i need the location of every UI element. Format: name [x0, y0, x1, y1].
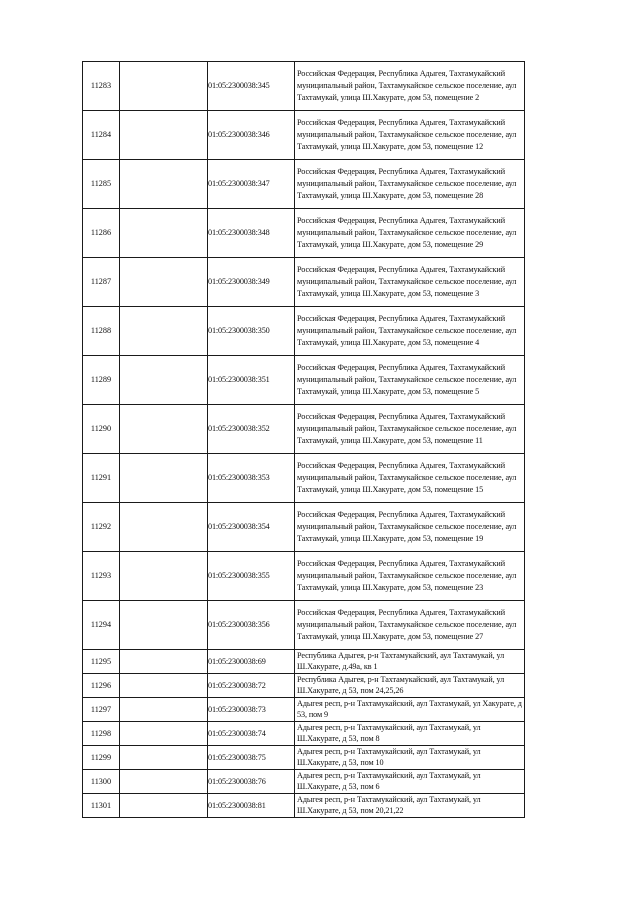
- row-number-cell: 11285: [83, 160, 120, 209]
- address-cell: Российская Федерация, Республика Адыгея, Тахтамукайский муниципальный район, Тахтамукайское сельское поселение, аул Тахтамукай, улица Ш.Хакурате, дом 53, помещение 5: [295, 356, 525, 405]
- row-number-cell: 11294: [83, 601, 120, 650]
- row-number-cell: 11299: [83, 746, 120, 770]
- empty-cell: [120, 674, 208, 698]
- table-row: [83, 111, 525, 160]
- address-cell: Российская Федерация, Республика Адыгея, Тахтамукайский муниципальный район, Тахтамукайское сельское поселение, аул Тахтамукай, улица Ш.Хакурате, дом 53, помещение 12: [295, 111, 525, 160]
- cadastral-number-cell: 01:05:2300038:355: [208, 552, 295, 601]
- cadastral-number-cell: 01:05:2300038:351: [208, 356, 295, 405]
- table-row: [83, 356, 525, 405]
- table-row: [83, 698, 525, 722]
- empty-cell: [120, 160, 208, 209]
- address-cell: Адыгея респ, р-н Тахтамукайский, аул Тахтамукай, ул Ш.Хакурате, д 53, пом 10: [295, 746, 525, 770]
- empty-cell: [120, 307, 208, 356]
- empty-cell: [120, 503, 208, 552]
- empty-cell: [120, 552, 208, 601]
- address-cell: Российская Федерация, Республика Адыгея, Тахтамукайский муниципальный район, Тахтамукайское сельское поселение, аул Тахтамукай, улица Ш.Хакурате, дом 53, помещение 3: [295, 258, 525, 307]
- row-number-cell: 11289: [83, 356, 120, 405]
- cadastral-number-cell: 01:05:2300038:348: [208, 209, 295, 258]
- cadastral-number-cell: 01:05:2300038:69: [208, 650, 295, 674]
- cadastral-number-cell: 01:05:2300038:81: [208, 794, 295, 818]
- address-cell: Российская Федерация, Республика Адыгея, Тахтамукайский муниципальный район, Тахтамукайское сельское поселение, аул Тахтамукай, улица Ш.Хакурате, дом 53, помещение 23: [295, 552, 525, 601]
- row-number-cell: 11288: [83, 307, 120, 356]
- row-number-cell: 11297: [83, 698, 120, 722]
- address-cell: Российская Федерация, Республика Адыгея, Тахтамукайский муниципальный район, Тахтамукайское сельское поселение, аул Тахтамукай, улица Ш.Хакурате, дом 53, помещение 15: [295, 454, 525, 503]
- registry-table: [82, 61, 525, 818]
- row-number-cell: 11295: [83, 650, 120, 674]
- table-row: [83, 62, 525, 111]
- row-number-cell: 11290: [83, 405, 120, 454]
- row-number-cell: 11296: [83, 674, 120, 698]
- address-cell: Адыгея респ, р-н Тахтамукайский, аул Тахтамукай, ул Хакурате, д 53, пом 9: [295, 698, 525, 722]
- row-number-cell: 11292: [83, 503, 120, 552]
- empty-cell: [120, 770, 208, 794]
- table-row: [83, 650, 525, 674]
- table-row: [83, 770, 525, 794]
- empty-cell: [120, 698, 208, 722]
- empty-cell: [120, 62, 208, 111]
- empty-cell: [120, 111, 208, 160]
- row-number-cell: 11298: [83, 722, 120, 746]
- table-row: [83, 746, 525, 770]
- row-number-cell: 11291: [83, 454, 120, 503]
- address-cell: Российская Федерация, Республика Адыгея, Тахтамукайский муниципальный район, Тахтамукайское сельское поселение, аул Тахтамукай, улица Ш.Хакурате, дом 53, помещение 27: [295, 601, 525, 650]
- address-cell: Республика Адыгея, р-н Тахтамукайский, аул Тахтамукай, ул Ш.Хакурате, д 53, пом 24,25,26: [295, 674, 525, 698]
- registry-table-body: [83, 62, 525, 818]
- cadastral-number-cell: 01:05:2300038:349: [208, 258, 295, 307]
- cadastral-number-cell: 01:05:2300038:73: [208, 698, 295, 722]
- table-row: [83, 722, 525, 746]
- empty-cell: [120, 405, 208, 454]
- table-row: [83, 454, 525, 503]
- cadastral-number-cell: 01:05:2300038:75: [208, 746, 295, 770]
- address-cell: Российская Федерация, Республика Адыгея, Тахтамукайский муниципальный район, Тахтамукайское сельское поселение, аул Тахтамукай, улица Ш.Хакурате, дом 53, помещение 2: [295, 62, 525, 111]
- address-cell: Российская Федерация, Республика Адыгея, Тахтамукайский муниципальный район, Тахтамукайское сельское поселение, аул Тахтамукай, улица Ш.Хакурате, дом 53, помещение 11: [295, 405, 525, 454]
- row-number-cell: 11300: [83, 770, 120, 794]
- empty-cell: [120, 722, 208, 746]
- empty-cell: [120, 650, 208, 674]
- cadastral-number-cell: 01:05:2300038:74: [208, 722, 295, 746]
- table-row: [83, 405, 525, 454]
- cadastral-number-cell: 01:05:2300038:350: [208, 307, 295, 356]
- empty-cell: [120, 746, 208, 770]
- address-cell: Адыгея респ, р-н Тахтамукайский, аул Тахтамукай, ул Ш.Хакурате, д 53, пом 6: [295, 770, 525, 794]
- empty-cell: [120, 356, 208, 405]
- cadastral-number-cell: 01:05:2300038:354: [208, 503, 295, 552]
- empty-cell: [120, 794, 208, 818]
- empty-cell: [120, 454, 208, 503]
- cadastral-number-cell: 01:05:2300038:352: [208, 405, 295, 454]
- table-row: [83, 160, 525, 209]
- address-cell: Российская Федерация, Республика Адыгея, Тахтамукайский муниципальный район, Тахтамукайское сельское поселение, аул Тахтамукай, улица Ш.Хакурате, дом 53, помещение 28: [295, 160, 525, 209]
- address-cell: Российская Федерация, Республика Адыгея, Тахтамукайский муниципальный район, Тахтамукайское сельское поселение, аул Тахтамукай, улица Ш.Хакурате, дом 53, помещение 4: [295, 307, 525, 356]
- table-row: [83, 552, 525, 601]
- cadastral-number-cell: 01:05:2300038:347: [208, 160, 295, 209]
- table-row: [83, 794, 525, 818]
- row-number-cell: 11287: [83, 258, 120, 307]
- address-cell: Адыгея респ, р-н Тахтамукайский, аул Тахтамукай, ул Ш.Хакурате, д 53, пом 8: [295, 722, 525, 746]
- address-cell: Республика Адыгея, р-н Тахтамукайский, аул Тахтамукай, ул Ш.Хакурате, д.49а, кв 1: [295, 650, 525, 674]
- table-row: [83, 258, 525, 307]
- table-row: [83, 601, 525, 650]
- row-number-cell: 11284: [83, 111, 120, 160]
- row-number-cell: 11301: [83, 794, 120, 818]
- address-cell: Адыгея респ, р-н Тахтамукайский, аул Тахтамукай, ул Ш.Хакурате, д 53, пом 20,21,22: [295, 794, 525, 818]
- empty-cell: [120, 601, 208, 650]
- row-number-cell: 11286: [83, 209, 120, 258]
- empty-cell: [120, 258, 208, 307]
- table-row: [83, 307, 525, 356]
- empty-cell: [120, 209, 208, 258]
- row-number-cell: 11283: [83, 62, 120, 111]
- cadastral-number-cell: 01:05:2300038:356: [208, 601, 295, 650]
- cadastral-number-cell: 01:05:2300038:346: [208, 111, 295, 160]
- cadastral-number-cell: 01:05:2300038:353: [208, 454, 295, 503]
- table-row: [83, 209, 525, 258]
- row-number-cell: 11293: [83, 552, 120, 601]
- cadastral-number-cell: 01:05:2300038:72: [208, 674, 295, 698]
- address-cell: Российская Федерация, Республика Адыгея, Тахтамукайский муниципальный район, Тахтамукайское сельское поселение, аул Тахтамукай, улица Ш.Хакурате, дом 53, помещение 29: [295, 209, 525, 258]
- cadastral-number-cell: 01:05:2300038:76: [208, 770, 295, 794]
- table-row: [83, 503, 525, 552]
- address-cell: Российская Федерация, Республика Адыгея, Тахтамукайский муниципальный район, Тахтамукайское сельское поселение, аул Тахтамукай, улица Ш.Хакурате, дом 53, помещение 19: [295, 503, 525, 552]
- table-row: [83, 674, 525, 698]
- cadastral-number-cell: 01:05:2300038:345: [208, 62, 295, 111]
